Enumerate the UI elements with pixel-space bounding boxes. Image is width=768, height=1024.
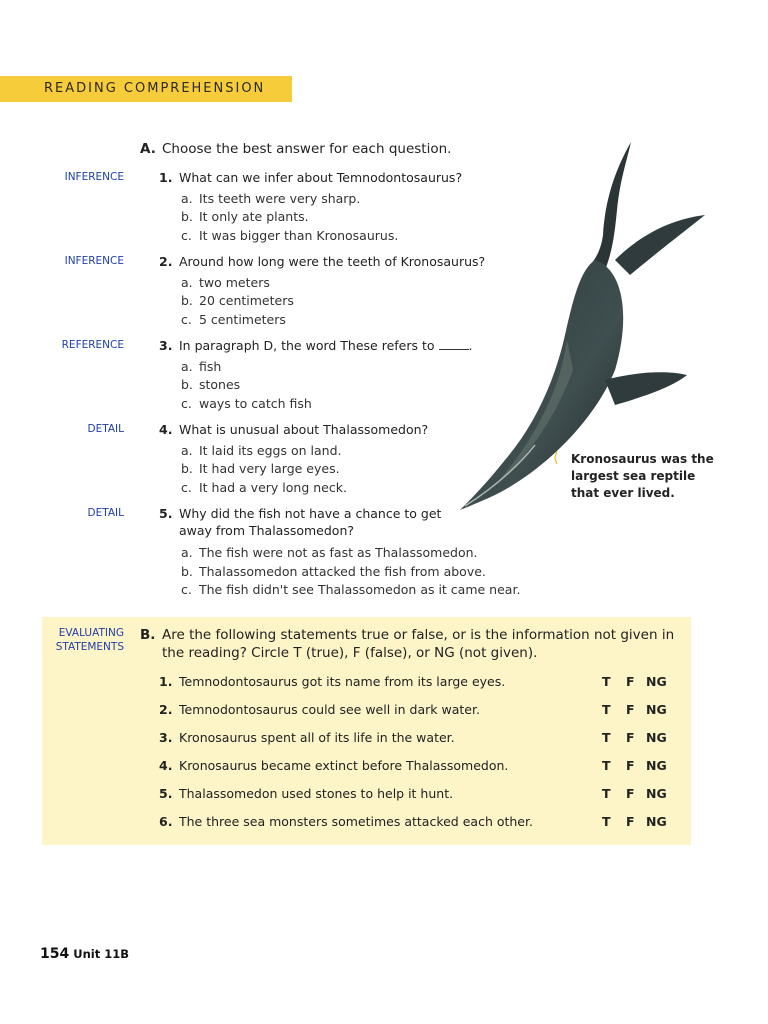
option-letter: b. (181, 564, 193, 579)
statement-number: 3. (159, 730, 173, 745)
question-number: 2. (159, 254, 173, 269)
unit-label: Unit 11B (73, 947, 129, 961)
question-text: Why did the fish not have a chance to get (179, 506, 442, 521)
question (159, 170, 462, 185)
question (159, 422, 428, 437)
option-text: ways to catch fish (199, 396, 312, 411)
page-footer (40, 946, 129, 962)
option-letter: c. (181, 396, 192, 411)
statement-text: The three sea monsters sometimes attacked each other. (179, 814, 533, 829)
question-text: Around how long were the teeth of Kronosaurus? (179, 254, 486, 269)
tfng-choices (602, 702, 667, 717)
option-letter: a. (181, 545, 193, 560)
answer-option[interactable] (181, 275, 270, 290)
answer-option[interactable] (181, 209, 309, 224)
choice-ng[interactable]: NG (646, 786, 667, 801)
statement-number: 5. (159, 786, 173, 801)
question-text: In paragraph D, the word These refers to (179, 338, 435, 353)
answer-option[interactable] (181, 582, 520, 597)
statement-text: Temnodontosaurus could see well in dark water. (179, 702, 480, 717)
question-text: What can we infer about Temnodontosaurus? (179, 170, 463, 185)
statement-text: Thalassomedon used stones to help it hunt. (179, 786, 454, 801)
tfng-choices (602, 814, 667, 829)
statement-text: Kronosaurus became extinct before Thalassomedon. (179, 758, 509, 773)
option-letter: a. (181, 275, 193, 290)
choice-ng[interactable]: NG (646, 730, 667, 745)
option-text: fish (199, 359, 222, 374)
question-number: 4. (159, 422, 173, 437)
option-letter: b. (181, 209, 193, 224)
choice-t[interactable]: T (602, 674, 611, 689)
skill-label: DETAIL (87, 507, 124, 519)
statement-number: 6. (159, 814, 173, 829)
choice-ng[interactable]: NG (646, 674, 667, 689)
answer-option[interactable] (181, 377, 240, 392)
page-number: 154 (40, 946, 70, 962)
option-text: Its teeth were very sharp. (199, 191, 361, 206)
option-text: stones (199, 377, 241, 392)
answer-option[interactable] (181, 461, 340, 476)
chevron-left-icon: ⟨ (553, 450, 559, 466)
answer-option[interactable] (181, 228, 398, 243)
option-text: It was bigger than Kronosaurus. (199, 228, 399, 243)
choice-f[interactable]: F (626, 814, 635, 829)
choice-t[interactable]: T (602, 730, 611, 745)
choice-t[interactable]: T (602, 758, 611, 773)
statement-number: 1. (159, 674, 173, 689)
answer-option[interactable] (181, 191, 360, 206)
tfng-choices (602, 730, 667, 745)
tfng-choices (602, 758, 667, 773)
question: 3. In paragraph D, the word These refers to . (159, 338, 473, 353)
choice-f[interactable]: F (626, 702, 635, 717)
section-b-instruction-line1: Are the following statements true or false, or is the information not given in (162, 627, 675, 643)
statement (159, 702, 480, 717)
question-text-continued: away from Thalassomedon? (179, 523, 355, 538)
choice-t[interactable]: T (602, 814, 611, 829)
skill-label: INFERENCE (64, 171, 124, 183)
option-letter: a. (181, 443, 193, 458)
statement-number: 2. (159, 702, 173, 717)
answer-option[interactable] (181, 480, 347, 495)
option-text: It laid its eggs on land. (199, 443, 342, 458)
question (159, 254, 485, 269)
answer-option[interactable] (181, 545, 478, 560)
statement-text: Kronosaurus spent all of its life in the water. (179, 730, 455, 745)
answer-option[interactable] (181, 443, 342, 458)
skill-label-line1: EVALUATING (58, 627, 124, 639)
question (159, 506, 441, 521)
statement (159, 758, 508, 773)
statement (159, 786, 453, 801)
choice-t[interactable]: T (602, 786, 611, 801)
choice-f[interactable]: F (626, 674, 635, 689)
option-letter: c. (181, 312, 192, 327)
option-text: The fish didn't see Thalassomedon as it came near. (199, 582, 521, 597)
question-text: What is unusual about Thalassomedon? (179, 422, 429, 437)
option-letter: c. (181, 480, 192, 495)
statement (159, 814, 533, 829)
option-letter: c. (181, 582, 192, 597)
image-caption: Kronosaurus was the largest sea reptile that ever lived. (571, 452, 714, 500)
option-letter: c. (181, 228, 192, 243)
skill-label: DETAIL (87, 423, 124, 435)
tfng-choices (602, 674, 667, 689)
section-b-header (140, 627, 674, 643)
answer-option[interactable] (181, 564, 486, 579)
choice-ng[interactable]: NG (646, 702, 667, 717)
skill-label: REFERENCE (61, 339, 124, 351)
option-text: It only ate plants. (199, 209, 309, 224)
banner-title: READING COMPREHENSION (44, 81, 266, 96)
option-text: Thalassomedon attacked the fish from above. (199, 564, 486, 579)
answer-option[interactable] (181, 293, 294, 308)
statement-text: Temnodontosaurus got its name from its large eyes. (179, 674, 506, 689)
section-a-instruction: Choose the best answer for each question. (162, 141, 452, 157)
answer-option[interactable] (181, 359, 221, 374)
option-letter: a. (181, 359, 193, 374)
section-a-header (140, 141, 451, 157)
choice-t[interactable]: T (602, 702, 611, 717)
option-letter: b. (181, 293, 193, 308)
option-letter: a. (181, 191, 193, 206)
choice-ng[interactable]: NG (646, 814, 667, 829)
section-b-letter: B. (140, 627, 156, 643)
choice-f[interactable]: F (626, 758, 635, 773)
section-a-letter: A. (140, 141, 156, 157)
tfng-choices (602, 786, 667, 801)
statement-number: 4. (159, 758, 173, 773)
skill-label-line2: STATEMENTS (55, 641, 124, 653)
option-text: It had a very long neck. (199, 480, 347, 495)
choice-f[interactable]: F (626, 730, 635, 745)
choice-ng[interactable]: NG (646, 758, 667, 773)
option-letter: b. (181, 377, 193, 392)
section-banner (0, 76, 292, 102)
section-b-instruction-line2: the reading? Circle T (true), F (false), or NG (not given). (162, 645, 538, 661)
option-text: 20 centimeters (199, 293, 294, 308)
choice-f[interactable]: F (626, 786, 635, 801)
option-letter: b. (181, 461, 193, 476)
statement (159, 730, 455, 745)
question-number: 3. (159, 338, 173, 353)
question-number: 1. (159, 170, 173, 185)
option-text: It had very large eyes. (199, 461, 340, 476)
answer-option[interactable] (181, 396, 312, 411)
statement (159, 674, 505, 689)
skill-label: INFERENCE (64, 255, 124, 267)
option-text: The fish were not as fast as Thalassomedon. (199, 545, 478, 560)
option-text: two meters (199, 275, 270, 290)
answer-option[interactable] (181, 312, 286, 327)
option-text: 5 centimeters (199, 312, 286, 327)
question-number: 5. (159, 506, 173, 521)
